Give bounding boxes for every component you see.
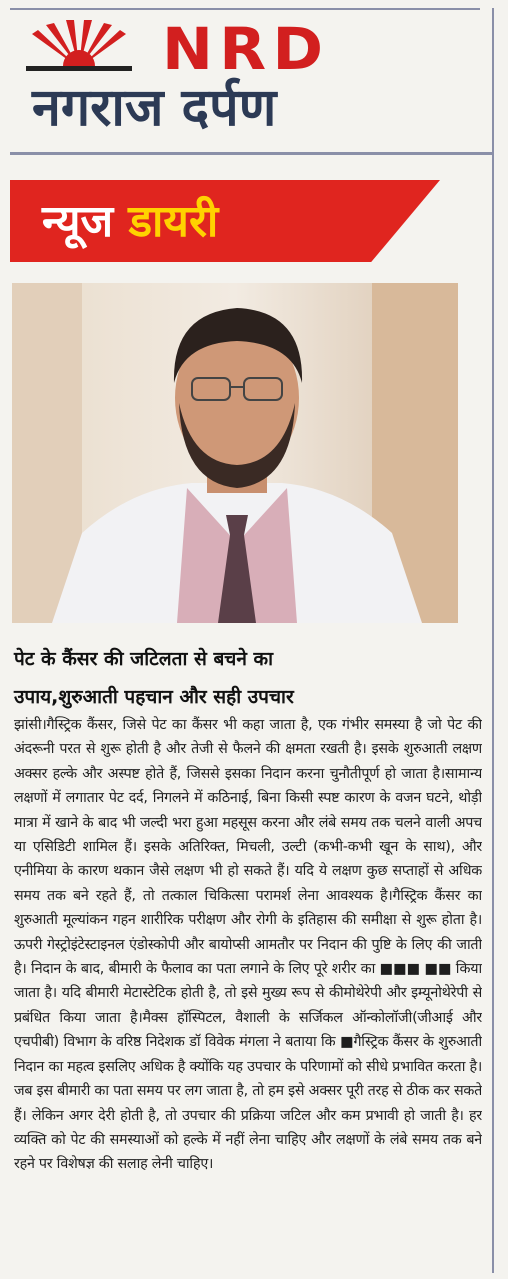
section-title <box>42 196 218 248</box>
masthead-title: नगराज दर्पण <box>32 78 277 138</box>
section-title-word1: न्यूज <box>42 196 114 247</box>
brand-logo-text: NRD <box>162 15 330 83</box>
article-headline-line1: पेट के कैंसर की जटिलता से बचने का <box>14 648 274 670</box>
right-border-line <box>492 8 494 1273</box>
section-title-word2: डायरी <box>128 196 219 247</box>
article-body: झांसी।गैस्ट्रिक कैंसर, जिसे पेट का कैंसर भी कहा जाता है, एक गंभीर समस्या है जो पेट की अंदरूनी परत से शुरू होती है और तेजी से फैलने की क्षमता रखती है। इसके शुरुआती लक्षण अक्सर हल्के और अस्पष्ट होते हैं, जिससे इसका निदान करना चुनौतीपूर्ण हो जाता है।सामान्य लक्षणों में लगातार पेट दर्द, निगलने में कठिनाई, बिना किसी स्पष्ट कारण के वजन घटने, थोड़ी मात्रा में खाने के बाद भी जल्दी भरा हुआ महसूस करना और लंबे समय तक चलने वाली अपच या एसिडिटी शामिल हैं। इसके अतिरिक्त, मिचली, उल्टी (कभी-कभी खून के साथ), और एनीमिया के कारण थकान जैसे लक्षण भी हो सकते हैं। यदि ये लक्षण कुछ सप्ताहों से अधिक समय तक बने रहते हैं, तो तत्काल चिकित्सा परामर्श लेना आवश्यक है।गैस्ट्रिक कैंसर का शुरुआती मूल्यांकन गहन शारीरिक परीक्षण और रोगी के इतिहास की समीक्षा से शुरू होता है। ऊपरी गेस्ट्रोइंटेस्टाइनल एंडोस्कोपी और बायोप्सी आमतौर पर निदान की पुष्टि के लिए की जाती है। निदान के बाद, बीमारी के फैलाव का पता लगाने के लिए पूरे शरीर का ■■■ ■■ किया जाता है। यदि बीमारी मेटास्टेटिक होती है, तो इसे मुख्य रूप से कीमोथेरेपी और इम्यूनोथेरेपी से प्रबंधित किया जाता है।मैक्स हॉस्पिटल, वैशाली के सर्जिकल ऑन्कोलॉजी(जीआई और एचपीबी) विभाग के वरिष्ठ निदेशक डॉ विवेक मंगला ने बताया कि ■गैस्ट्रिक कैंसर के शुरुआती निदान का महत्व इसलिए अधिक है क्योंकि यह उपचार के परिणामों को सीधे प्रभावित करता है। जब इस बीमारी का पता समय पर लग जाता है, तो हम इसे अक्सर पूरी तरह से ठीक कर सकते हैं। लेकिन अगर देरी होती है, तो उपचार की प्रक्रिया जटिल और कम प्रभावी हो जाती है। हर व्यक्ति को पेट की समस्याओं को हल्के में नहीं लेना चाहिए और लक्षणों के लंबे समय तक बने रहने पर विशेषज्ञ की सलाह लेनी चाहिए। <box>14 717 482 1173</box>
article-headline-line2: उपाय,शुरुआती पहचान और सही उपचार <box>14 686 294 708</box>
doctor-portrait <box>12 283 458 623</box>
masthead-divider <box>10 152 494 155</box>
article-photo <box>12 283 458 623</box>
top-border-line <box>10 8 480 10</box>
rising-sun-icon <box>24 20 134 80</box>
